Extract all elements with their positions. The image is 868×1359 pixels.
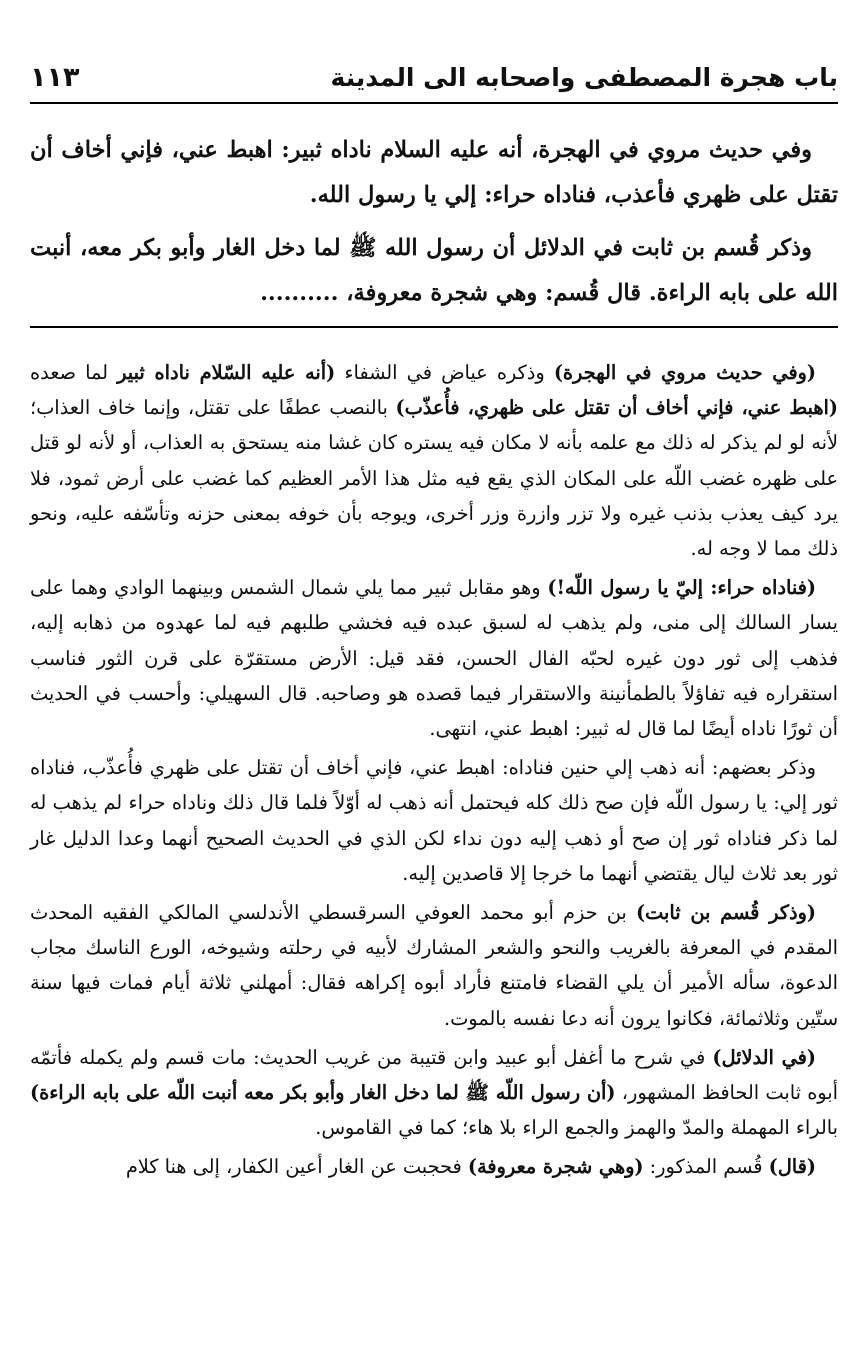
chapter-title: باب هجرة المصطفى واصحابه الى المدينة <box>330 62 838 92</box>
commentary-paragraph-4 <box>30 895 838 1036</box>
quoted-phrase: (وهي شجرة معروفة) <box>467 1155 644 1179</box>
commentary-paragraph-5 <box>30 1040 838 1146</box>
commentary-text: بالنصب عطفًا على تقتل، وإنما خاف العذاب؛ لأنه لو لم يذكر له ذلك مع علمه بأنه لا مكان فيه يستره كان غشا منه يستحق به العذاب، أو لأنه لو قتل على ظهره غضب اللّه على المكان الذي يقع فيه مثل هذا الأمر العظيم كما غضب على أرض ثمود، فلا يرد كيف يعذب بذنب غيره ولا تزر وازرة وزر أخرى، ويوجه بأن خوفه بمعنى حزنه وتأسّفه عليه، ونحو ذلك مما لا وجه له. <box>30 396 838 561</box>
commentary-text: بن حزم أبو محمد العوفي السرقسطي الأندلسي المالكي الفقيه المحدث المقدم في المعرفة بالغريب والنحو والشعر المشارك لأبيه في رحلته وشيوخه، الورع الناسك مجاب الدعوة، سأله الأمير أن يلي القضاء فامتنع فأراد أبوه إكراهه فقال: أمهلني ثلاثة أيام فمات فيها سنة ستّين وثلاثمائة، فكانوا يرون أنه دعا نفسه بالموت. <box>30 901 838 1030</box>
commentary <box>30 355 838 1189</box>
page-number: ١١٣ <box>30 61 80 93</box>
divider-line <box>30 326 838 328</box>
quoted-phrase: (وذكر قُسم بن ثابت) <box>635 901 816 925</box>
commentary-text: فحجبت عن الغار أعين الكفار، إلى هنا كلام <box>125 1155 468 1179</box>
commentary-text: لما صعده <box>30 361 118 384</box>
main-paragraph-2: وذكر قُسم بن ثابت في الدلائل أن رسول الله ﷺ لما دخل الغار وأبو بكر معه، أنبت الله على بابه الراءة. قال قُسم: وهي شجرة معروفة، .......... <box>30 235 838 306</box>
quoted-phrase: (أنه عليه السّلام ناداه ثبير <box>117 361 336 384</box>
commentary-text: قُسم المذكور: <box>643 1155 769 1179</box>
commentary-text: وذكره عياض في الشفاء <box>335 361 554 384</box>
quoted-phrase: (اهبط عني، فإني أخاف أن تقتل على ظهري، فأُعذّب) <box>395 396 839 420</box>
quoted-phrase: (في الدلائل) <box>712 1045 816 1069</box>
commentary-text: بالراء المهملة والمدّ والهمز والجمع الراء بلا هاء؛ كما في القاموس. <box>315 1116 838 1140</box>
page-header <box>30 52 838 104</box>
commentary-paragraph-3 <box>30 750 838 891</box>
quoted-phrase: (أن رسول اللّه ﷺ لما دخل الغار وأبو بكر معه أنبت اللّه على بابه الراءة) <box>30 1081 616 1105</box>
commentary-text: وذكر بعضهم: أنه ذهب إلي حنين فناداه: اهبط عني، فإني أخاف أن تقتل على ظهري فأُعذّب، فناداه ثور إلي: يا رسول اللّه فإن صح ذلك كله فيحتمل أنه ذهب له أوّلاً فلما قال ذلك وناداه حراء لم يذهب له لما ذكر فناداه ثور إن صح أو ذهب إليه دون نداء لكن الذي في الحديث الصحيح أنهما وعدا الدليل غار ثور بعد ثلاث ليال يقتضي أنهما ما خرجا إلا قاصدين إليه. <box>30 756 838 885</box>
main-paragraph-1: وفي حديث مروي في الهجرة، أنه عليه السلام ناداه ثبير: اهبط عني، فإني أخاف أن تقتل على ظهري فأعذب، فناداه حراء: إلي يا رسول الله. <box>30 137 838 208</box>
commentary-paragraph-1 <box>30 355 838 566</box>
quoted-phrase: (وفي حديث مروي في الهجرة) <box>553 361 816 384</box>
quoted-phrase: (فناداه حراء: إليّ يا رسول اللّه!) <box>547 576 817 600</box>
commentary-paragraph-2 <box>30 570 838 746</box>
commentary-text: في شرح ما أغفل أبو عبيد وابن قتيبة من غريب الحديث: مات قسم ولم يكمله فأتمّه أبوه ثابت الحافظ المشهور، <box>30 1045 838 1105</box>
quoted-phrase: (قال) <box>768 1155 816 1179</box>
commentary-paragraph-6 <box>30 1149 838 1184</box>
main-text <box>30 128 838 324</box>
commentary-text: وهو مقابل ثبير مما يلي شمال الشمس وبينهما الوادي وهما على يسار السالك إلى منى، ولم يذهب له لسبق عبده فيه فخشي طلبهم فيه لما عهدوه من ذهابه إليه، فذهب إلى ثور دون غيره لحبّه الفال الحسن، فقد قيل: الأرض مستقرّة على قرن الثور فناسب استقراره فيه تفاؤلاً بالطمأنينة والاستقرار فيما قصده هو وصاحبه. قال السهيلي: وأحسب في الحديث أن ثورًا ناداه أيضًا لما قال له ثبير: اهبط عني، انتهى. <box>30 576 838 741</box>
